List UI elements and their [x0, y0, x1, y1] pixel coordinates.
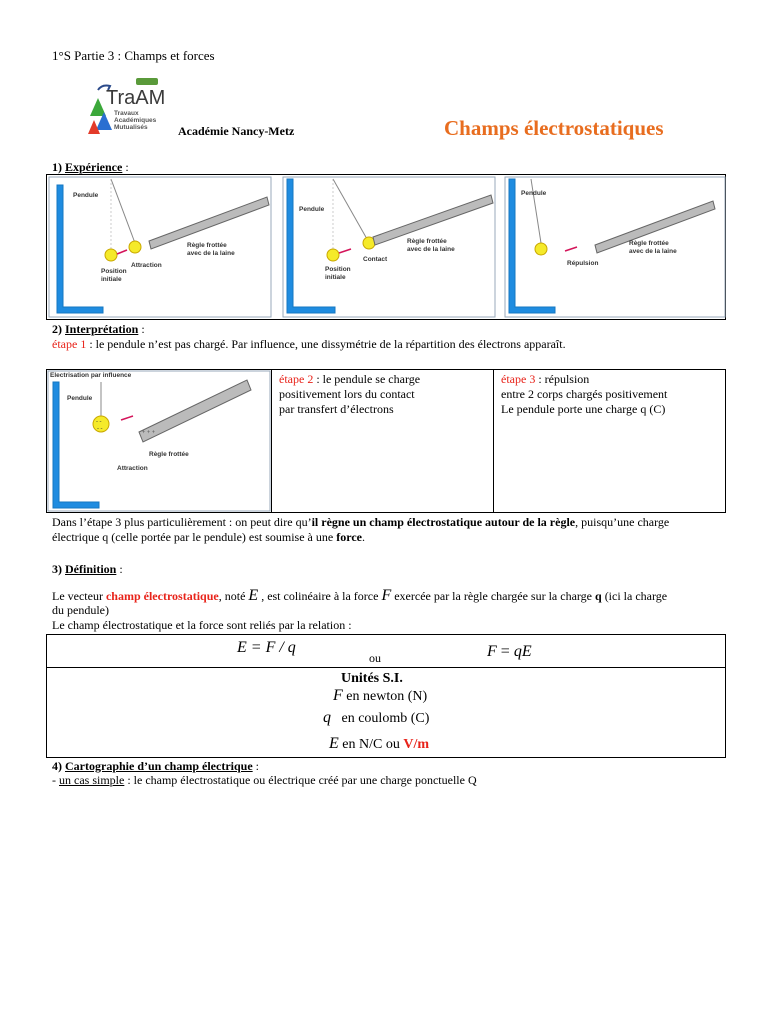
logo-text: TraAM	[106, 87, 166, 109]
svg-text:- -: - -	[96, 419, 102, 425]
formula-ou: ou	[369, 651, 381, 665]
svg-text:Pendule: Pendule	[521, 190, 547, 197]
svg-text:initiale: initiale	[325, 274, 346, 281]
section-3-heading: 3) Définition :	[52, 562, 123, 576]
section-2-heading: 2) Interprétation :	[52, 322, 145, 336]
unit-E: E en N/C ou V/m	[329, 735, 430, 752]
unit-q: q en coulomb (C)	[323, 709, 430, 726]
svg-text:avec de la laine: avec de la laine	[629, 248, 677, 255]
step-2-cell: étape 2 : le pendule se charge positivement lors du contact par transfert d’électrons	[279, 372, 421, 416]
svg-text:Règle frottée: Règle frottée	[187, 242, 227, 249]
section-4-text: - un cas simple : le champ électrostatique ou électrique créé par une charge ponctuelle Q	[52, 773, 477, 787]
svg-text:Attraction: Attraction	[117, 465, 148, 472]
svg-text:avec de la laine: avec de la laine	[407, 246, 455, 253]
influence-diagram	[47, 370, 271, 512]
traam-logo	[88, 76, 174, 138]
units-title: Unités S.I.	[341, 671, 403, 686]
definition-line-3: Le champ électrostatique et la force sont reliés par la relation :	[52, 618, 352, 632]
step-1-text: étape 1 : le pendule n’est pas chargé. Par influence, une dissymétrie de la répartition des électrons apparaît.	[52, 337, 566, 351]
svg-text:initiale: initiale	[101, 276, 122, 283]
section-1-heading: 1) Expérience :	[52, 160, 129, 174]
experiment-figure	[46, 174, 726, 320]
section-4-heading: 4) Cartographie d’un champ électrique :	[52, 759, 259, 773]
svg-text:Contact: Contact	[363, 256, 388, 263]
course-heading: 1°S Partie 3 : Champs et forces	[52, 48, 215, 63]
svg-text:Règle frottée: Règle frottée	[407, 238, 447, 245]
svg-text:Attraction: Attraction	[131, 262, 162, 269]
step-3-paragraph: Dans l’étape 3 plus particulièrement : on peut dire qu’il règne un champ électrostatique autour de la règle, puisqu’une charge électrique q (celle portée par le pendule) est soumise à une force.	[52, 515, 670, 544]
definition-line-2: du pendule)	[52, 603, 109, 617]
svg-text:Position: Position	[325, 266, 351, 273]
svg-text:Règle frottée: Règle frottée	[149, 451, 189, 458]
svg-text:Répulsion: Répulsion	[567, 260, 599, 267]
experiment-panel-3	[505, 177, 725, 317]
logo-sub-2: Académiques	[114, 117, 157, 124]
svg-text:+ + +: + + +	[142, 430, 156, 436]
step-3-cell: étape 3 : répulsion entre 2 corps chargés positivement Le pendule porte une charge q (C)	[501, 372, 668, 416]
svg-text:Position: Position	[101, 268, 127, 275]
svg-text:Pendule: Pendule	[67, 395, 93, 402]
svg-text:Pendule: Pendule	[73, 192, 99, 199]
logo-sub-3: Mutualisés	[114, 124, 148, 131]
definition-line-1: Le vecteur champ électrostatique, noté E , est colinéaire à la force F exercée par la règle chargée sur la charge q (ici la charge	[52, 587, 668, 604]
svg-text:avec de la laine: avec de la laine	[187, 250, 235, 257]
formula-left: E = F / q	[237, 639, 296, 656]
page-title: Champs électrostatiques	[444, 116, 664, 140]
svg-text:- -: - -	[97, 426, 103, 432]
unit-F: F en newton (N)	[333, 687, 428, 704]
svg-text:Règle frottée: Règle frottée	[629, 240, 669, 247]
interpretation-table	[46, 369, 726, 513]
experiment-panel-1	[49, 177, 271, 317]
formula-table	[46, 634, 726, 758]
logo-sub-1: Travaux	[114, 110, 139, 117]
experiment-panel-2	[283, 177, 495, 317]
svg-text:Electrisation par influence: Electrisation par influence	[50, 372, 132, 379]
formula-right: F = qE	[487, 643, 532, 660]
svg-text:Pendule: Pendule	[299, 206, 325, 213]
academy-name: Académie Nancy-Metz	[178, 124, 295, 138]
